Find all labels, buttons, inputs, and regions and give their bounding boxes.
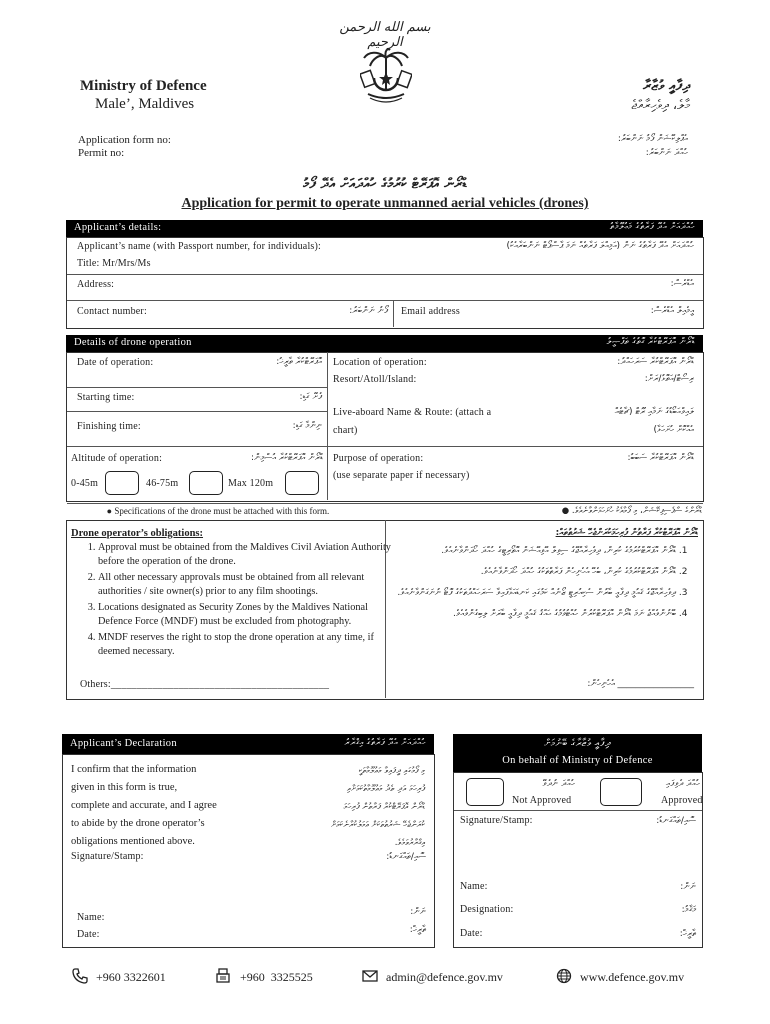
obligations-title: Drone operator’s obligations: xyxy=(71,528,204,539)
altitude-label-dv: ޑްރޯން އޮޕަރޭޓްކުރާ އުސްމިން: xyxy=(250,453,323,463)
emblem-logo xyxy=(360,46,412,108)
declaration-line-dv: ޑްރޯން އޮޕަރޭޓްކުރާ ފަރާތުން ފުރިހަމަ xyxy=(343,802,425,812)
declaration-title: Applicant’s Declaration xyxy=(70,738,177,749)
divider xyxy=(327,352,328,500)
liveaboard-label: Live-aboard Name & Route: (attach a xyxy=(333,407,492,418)
obligation-item: 3. Locations designated as Security Zones by the Maldives National Defence Force (MNDF) must be excluded from photography. xyxy=(98,601,394,629)
applicant-name-label-dv: ހުއްދައަށް އެދޭ ފަރާތުގެ ނަން (އަމިއްލަ ފަރާތެއް ނަމަ ޕާސްޕޯޓް ނަންބަރާއެކު) xyxy=(506,241,694,251)
resort-atoll-island-label-dv: ރިސޯޓް/އަތޮޅު/ރަށް: xyxy=(644,374,694,384)
email-icon xyxy=(362,968,378,984)
obligation-item-dv: 1. ޑްރޯން އޮޕަރޭޓްކުރުމުގެ ކުރިން، ދިވެހިރާއްޖޭގެ ސިވިލް އޭވިއޭޝަން އޮތޯރިޓީގެ ހުއްދަ ހޯދަންވާނެއެވެ. xyxy=(390,544,676,558)
altitude-checkbox-0-45[interactable] xyxy=(105,471,139,495)
approved-label-dv: ހުއްދަ ދެވިފައި xyxy=(665,779,700,789)
applicant-name-field[interactable] xyxy=(160,256,690,270)
approved-checkbox[interactable] xyxy=(600,778,642,806)
applicant-details-title-dv: ހުއްދައަށް އެދޭ ފަރާތުގެ މަޢުލޫމާތު xyxy=(609,222,695,232)
ministry-name-en: Ministry of Defence xyxy=(80,78,207,94)
form-title-en: Application for permit to operate unmanned aerial vehicles (drones) xyxy=(181,196,589,211)
application-form-no-label: Application form no: xyxy=(78,134,171,146)
ministry-location-dv: މާލެ، ދިވެހިރާއްޖެ xyxy=(631,98,690,113)
obligations-list xyxy=(76,541,394,661)
not-approved-checkbox[interactable] xyxy=(466,778,504,806)
footer xyxy=(0,966,770,990)
applicant-name-label: Applicant’s name (with Passport number, for individuals): xyxy=(77,241,322,252)
ministry-name-dv: ދިފާއީ ވުޒާރާ xyxy=(642,78,690,94)
official-date-label-dv: ތާރީޚް: xyxy=(679,929,696,939)
email-address-label-dv: އީމެއިލް އެޑްރެސް: xyxy=(650,306,694,316)
footer-fax: +960 3325525 xyxy=(240,970,313,984)
bismillah: بسم الله الرحمن الرحيم xyxy=(339,20,431,50)
others-field-label-dv[interactable]: _________________ އެހެނިހެން: xyxy=(587,679,694,689)
declaration-date-label-dv: ތާރީޚް: xyxy=(409,925,426,935)
liveaboard-label-dv: ލައިވްއަބޯޑުގެ ނަމާއި ރޫޓް (ޗާޓެއް xyxy=(614,407,694,417)
fax-icon xyxy=(215,968,231,984)
divider xyxy=(67,300,703,301)
ministry-location-en: Male’, Maldives xyxy=(95,96,195,112)
altitude-option-46-75: 46-75m xyxy=(146,478,179,489)
location-label-dv: ޑްރޯން އޮޕަރޭޓްކުރާ ސަރަހައްދު: xyxy=(617,357,694,367)
official-signature-field[interactable] xyxy=(460,832,696,872)
application-form-no-label-dv: އެޕްލިކޭޝަން ފޯމު ނަންބަރު: xyxy=(617,134,688,144)
obligation-item-dv: 4. ބޭނުންވެއްޖެ ނަމަ ޑްރޯން އޮޕަރޭޓްކުރުން ހުއްޓުވުމުގެ ޙައްޤު ޤައުމީ ދިފާޢީ ބާރަށް ލިބިގެންވެއެވެ. xyxy=(390,607,676,621)
divider xyxy=(67,274,703,275)
address-field[interactable] xyxy=(120,277,640,293)
official-designation-label-dv: މަޤާމު: xyxy=(681,905,696,915)
footer-phone: +960 3322601 xyxy=(96,970,166,984)
bullet-icon: ● xyxy=(106,506,115,516)
operation-details-header xyxy=(66,335,703,352)
spec-note xyxy=(68,506,368,516)
altitude-checkbox-46-75[interactable] xyxy=(189,471,223,495)
starting-time-label: Starting time: xyxy=(77,392,135,403)
altitude-label: Altitude of operation: xyxy=(71,453,163,464)
obligation-item-dv: 3. ދިވެހިރާއްޖޭގެ ޤައުމީ ދިފާޢީ ބާރުން ސެކިއުރިޓީ ޒޯނެއް ކަމުގައި ކަނޑައަޅާފައިވާ ސަރަހައްދުތަކުގެ ފޮޓޯ ނުނަގަންވާނެއެވެ. xyxy=(390,586,676,600)
declaration-line-dv: މި ފޯމުގައި ދީފައިވާ މަޢުލޫމާތަކީ xyxy=(358,766,425,776)
others-field-label[interactable]: Others:__________________________________________ xyxy=(80,679,330,690)
declaration-line: to abide by the drone operator’s xyxy=(71,818,205,829)
not-approved-label: Not Approved xyxy=(512,795,572,806)
divider xyxy=(67,387,327,388)
official-signature-label: Signature/Stamp: xyxy=(460,815,533,826)
official-date-label: Date: xyxy=(460,928,483,939)
date-of-operation-label: Date of operation: xyxy=(77,357,154,368)
resort-atoll-island-label: Resort/Atoll/Island: xyxy=(333,374,417,385)
bullet-icon: ● xyxy=(561,506,572,516)
declaration-line: I confirm that the information xyxy=(71,764,197,775)
email-address-label: Email address xyxy=(401,306,460,317)
permit-no-label-dv: ހުއްދަ ނަންބަރު: xyxy=(645,148,688,158)
address-label-dv: އެޑްރެސް: xyxy=(670,279,694,289)
purpose-note: (use separate paper if necessary) xyxy=(333,470,470,481)
declaration-line: obligations mentioned above. xyxy=(71,836,195,847)
applicant-details-title: Applicant’s details: xyxy=(74,222,162,233)
altitude-checkbox-max-120[interactable] xyxy=(285,471,319,495)
declaration-name-label: Name: xyxy=(77,912,105,923)
official-name-label: Name: xyxy=(460,881,488,892)
liveaboard-label-dv-cont: އެއްކޮށް ހުށަހަޅާ) xyxy=(653,425,694,435)
declaration-line-dv: ކުރަންޖެހޭ ޝަރުޠުތަކަށް ޢަމަލުކުރާނެކަމަށް xyxy=(330,820,425,830)
contact-number-label-dv: ފޯނު ނަންބަރު: xyxy=(349,306,388,316)
obligation-item: 4. MNDF reserves the right to stop the drone operation at any time, if deemed necessary. xyxy=(98,631,394,659)
declaration-title-dv: ހުއްދައަށް އެދޭ ފަރާތުގެ އިޤްރާރު xyxy=(344,738,426,748)
official-header-dv: ދިފާއީ ވުޒާރާގެ ބޭނުމަށް xyxy=(544,738,611,749)
declaration-line-dv: ފުރިހަމަ އަދި ތެދު މަޢުލޫމާތުކަމަށާއި xyxy=(346,784,425,794)
altitude-option-max-120: Max 120m xyxy=(228,478,274,489)
address-label: Address: xyxy=(77,279,115,290)
contact-number-label: Contact number: xyxy=(77,306,147,317)
obligation-item-dv: 2. ޑްރޯން އޮޕަރޭޓްކުރުމުގެ ކުރިން، ބެހޭ އެހެނިހެން ފަރާތްތަކުގެ ހުއްދަ ހޯދަންވާނެއެވެ. xyxy=(390,565,676,579)
divider xyxy=(393,300,394,327)
altitude-option-0-45: 0-45m xyxy=(71,478,99,489)
date-of-operation-label-dv: އޮޕަރޭޓްކުރާ ތާރީޚު: xyxy=(276,357,322,367)
obligation-item: 1. Approval must be obtained from the Maldives Civil Aviation Authority before the operation of the drone. xyxy=(98,541,394,569)
declaration-signature-field[interactable] xyxy=(160,848,320,878)
divider xyxy=(67,446,703,447)
footer-email[interactable]: admin@defence.gov.mv xyxy=(386,970,503,984)
declaration-header xyxy=(62,734,434,754)
operation-details-title-dv: ޑްރޯން އޮޕަރޭޓްކުރާ ގޮތުގެ ތަފްޞީލު xyxy=(606,337,695,347)
official-header-en: On behalf of Ministry of Defence xyxy=(502,755,653,766)
finishing-time-label: Finishing time: xyxy=(77,421,141,432)
official-signature-label-dv: ސޮއި/ތައްގަނޑު: xyxy=(656,816,696,826)
not-approved-label-dv: ހުއްދަ ނުދެވޭ xyxy=(542,779,575,789)
declaration-signature-label-dv: ސޮއި/ތައްގަނޑު: xyxy=(386,852,426,862)
purpose-label: Purpose of operation: xyxy=(333,453,424,464)
starting-time-label-dv: ފެށޭ ގަޑި: xyxy=(299,392,322,402)
obligations-title-dv: ޑްރޯން އޮޕަރޭޓްކުރާ ފަރާތުން ފުރިހަމަކުރަންޖެހޭ ޝަރުޠުތައް: xyxy=(555,528,698,538)
declaration-text xyxy=(71,761,217,851)
divider xyxy=(454,810,702,811)
official-designation-label: Designation: xyxy=(460,904,514,915)
declaration-text-dv xyxy=(250,762,425,852)
declaration-signature-label: Signature/Stamp: xyxy=(71,851,144,862)
obligation-item: 2. All other necessary approvals must be obtained from all relevant authorities / site owner(s) prior to any film shootings. xyxy=(98,571,394,599)
spec-note-text: Specifications of the drone must be attached with this form. xyxy=(114,506,330,516)
declaration-date-label: Date: xyxy=(77,929,100,940)
divider xyxy=(67,503,703,504)
operation-details-title: Details of drone operation xyxy=(74,337,192,348)
approved-label: Approved xyxy=(661,795,703,806)
official-name-label-dv: ނަން: xyxy=(680,882,696,892)
finishing-time-label-dv: ނިންމާ ގަޑި: xyxy=(292,421,322,431)
divider xyxy=(67,411,327,412)
permit-no-label: Permit no: xyxy=(78,147,125,159)
title-label: Title: Mr/Mrs/Ms xyxy=(77,258,151,269)
declaration-line: complete and accurate, and I agree xyxy=(71,800,217,811)
form-title-dv: ޑްރޯން އޮޕަރޭޓް ކުރުމުގެ ހުއްދައަށް އެދޭ ފޯމު xyxy=(303,176,467,192)
footer-web[interactable]: www.defence.gov.mv xyxy=(580,970,685,984)
declaration-name-label-dv: ނަން: xyxy=(410,907,426,917)
spec-note-dv xyxy=(380,506,702,516)
spec-note-dv-text: ޑްރޯންގެ ސްޕެސިފިކޭޝަން، މި ފޯމާއެކު ހުށަހަޅަންވާނެއެވެ. xyxy=(571,506,702,516)
globe-icon xyxy=(556,968,572,984)
obligations-list-dv xyxy=(390,544,696,623)
liveaboard-label-cont: chart) xyxy=(333,425,358,436)
official-header xyxy=(453,734,702,772)
declaration-line-dv: އިޤްރާރުވަމެވެ. xyxy=(394,838,425,848)
location-label: Location of operation: xyxy=(333,357,427,368)
phone-icon xyxy=(72,968,88,984)
purpose-label-dv: ޑްރޯން އޮޕަރޭޓްކުރާ ސަބަބު: xyxy=(627,453,694,463)
declaration-line: given in this form is true, xyxy=(71,782,178,793)
applicant-details-header xyxy=(66,220,703,237)
